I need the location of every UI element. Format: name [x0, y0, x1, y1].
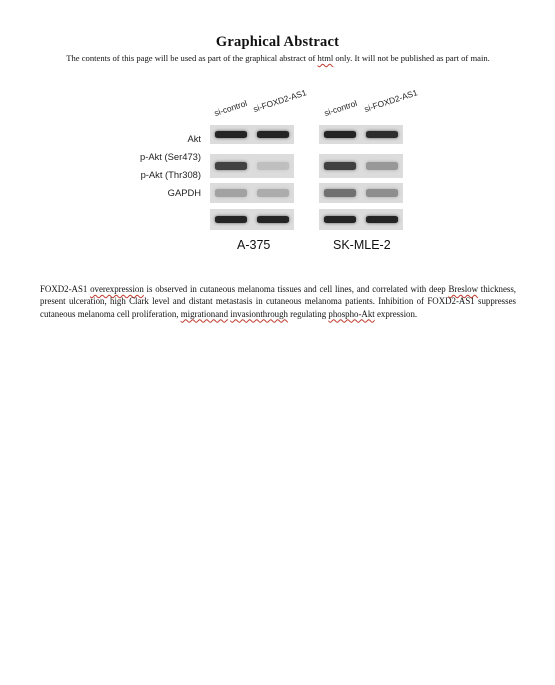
intro-text-1: The contents of this page will be used as part of the graphical abstract of	[66, 53, 318, 63]
spellcheck-word[interactable]: invasionthrough	[230, 308, 288, 319]
blot-band	[215, 216, 248, 224]
blot-a375-pakt-ser473	[210, 154, 294, 178]
spellcheck-word[interactable]: overexpression	[90, 284, 144, 294]
spellcheck-word[interactable]: html	[317, 53, 334, 63]
abstract-text: thickness, present ulceration, high Clark level and distant metastasis in cutaneous melanoma patients. Inhibition of FOXD2-AS1 suppresses cutaneous melanoma cell proliferation,	[40, 284, 517, 319]
western-blot-figure	[0, 0, 555, 270]
abstract-text: regulating	[287, 308, 329, 319]
blot-band	[257, 131, 290, 138]
row-label-pakt-thr308: p-Akt (Thr308)	[140, 169, 201, 180]
blot-band	[215, 189, 248, 196]
spellcheck-word[interactable]: Breslow	[448, 284, 479, 294]
abstract-text: expression.	[374, 308, 418, 319]
blot-skmle2-gapdh	[319, 209, 403, 230]
page-title: Graphical Abstract	[215, 34, 340, 50]
blot-skmle2-pakt-thr308	[319, 183, 403, 203]
blot-skmle2-akt	[319, 125, 403, 144]
row-label-akt: Akt	[187, 133, 201, 144]
blot-band	[324, 162, 357, 171]
blot-band	[215, 162, 248, 171]
intro-text-2: only. It will not be published as part of main.	[333, 53, 490, 63]
lane-label: si-FOXD2-AS1	[251, 87, 308, 114]
blot-skmle2-pakt-ser473	[319, 154, 403, 178]
abstract-text: is observed in cutaneous melanoma tissues and cell lines, and correlated with deep	[143, 284, 449, 294]
blot-a375-gapdh	[210, 209, 294, 230]
row-label-gapdh: GAPDH	[167, 187, 201, 198]
lane-label: si-control	[322, 97, 359, 118]
blot-a375-akt	[210, 125, 294, 144]
blot-band	[324, 216, 357, 224]
blot-band	[366, 216, 399, 224]
blot-band	[366, 162, 399, 171]
abstract-text: FOXD2-AS1	[40, 284, 91, 294]
blot-band	[257, 216, 290, 224]
blot-band	[257, 162, 290, 171]
row-label-pakt-ser473: p-Akt (Ser473)	[140, 151, 201, 162]
blot-band	[366, 189, 399, 196]
blot-a375-pakt-thr308	[210, 183, 294, 203]
lane-label: si-FOXD2-AS1	[362, 87, 419, 114]
spellcheck-word[interactable]: migrationand	[180, 308, 229, 319]
blot-band	[257, 189, 290, 196]
blot-band	[366, 131, 399, 138]
blot-band	[324, 189, 357, 196]
lane-label: si-control	[212, 97, 249, 118]
panel-label-skmle2: SK-MLE-2	[333, 238, 391, 252]
blot-band	[215, 131, 248, 138]
abstract-paragraph	[40, 283, 516, 320]
spellcheck-word[interactable]: phospho-Akt	[328, 308, 375, 319]
blot-band	[324, 131, 357, 138]
panel-label-a375: A-375	[237, 238, 271, 252]
